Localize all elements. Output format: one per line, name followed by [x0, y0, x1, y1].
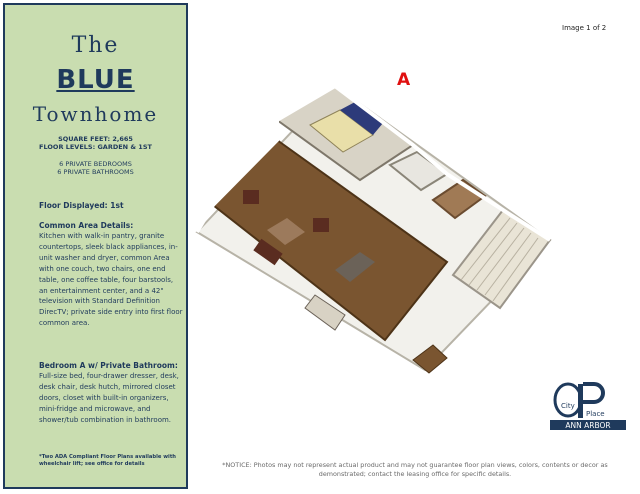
- bedroom-count: 6 PRIVATE BEDROOMS: [59, 160, 132, 168]
- floor-levels: FLOOR LEVELS: GARDEN & 1ST: [39, 143, 152, 151]
- logo-c-shape: [555, 384, 581, 416]
- floor-displayed: Floor Displayed: 1st: [39, 201, 124, 210]
- image-counter: Image 1 of 2: [562, 24, 607, 32]
- armchair: [243, 190, 259, 204]
- bedroom-heading: Bedroom A w/ Private Bathroom:: [39, 361, 178, 370]
- title-blue-text: BLUE: [56, 65, 135, 95]
- logo-graphic: [548, 382, 628, 442]
- logo-p-stem: [578, 384, 583, 418]
- logo-ann-arbor: ANN ARBOR: [565, 421, 611, 430]
- logo-city-text: City: [561, 402, 575, 410]
- photo-notice: *NOTICE: Photos may not represent actual product and may not guarantee floor plan views, colors, contents or decor as demonstrated; contact the leasing office for specific details.: [222, 461, 608, 478]
- square-feet: SQUARE FEET: 2,665: [58, 135, 133, 143]
- room-marker-a: A: [397, 70, 411, 90]
- bathroom-count: 6 PRIVATE BATHROOMS: [57, 168, 134, 176]
- common-area-heading: Common Area Details:: [39, 221, 134, 230]
- info-sidebar: [3, 3, 188, 489]
- floor-plan-render: [185, 40, 570, 380]
- logo-place-text: Place: [586, 410, 605, 418]
- ada-footnote: *Two ADA Compliant Floor Plans available with wheelchair lift; see office for details: [39, 454, 176, 467]
- bedroom-text: Full-size bed, four-drawer dresser, desk, desk chair, desk hutch, mirrored closet doors, closet with built-in organizers, mini-fridge and microwave, and shower/tub combination in bathroom.: [39, 372, 179, 424]
- armchair: [313, 218, 329, 232]
- logo-p-bowl: [583, 384, 603, 402]
- city-place-logo: [548, 382, 628, 442]
- title-blue: [5, 65, 186, 95]
- common-area-text: Kitchen with walk-in pantry, granite countertops, sleek black appliances, in-unit washer and dryer, common Area with one couch, two chairs, one end table, one coffee table, four barstools, an entertainment center, and a 42" television with Standard Definition DirecTV; private side entry into first floor common area.: [39, 232, 183, 328]
- title-the: The: [71, 33, 120, 58]
- title-townhome: Townhome: [32, 102, 159, 126]
